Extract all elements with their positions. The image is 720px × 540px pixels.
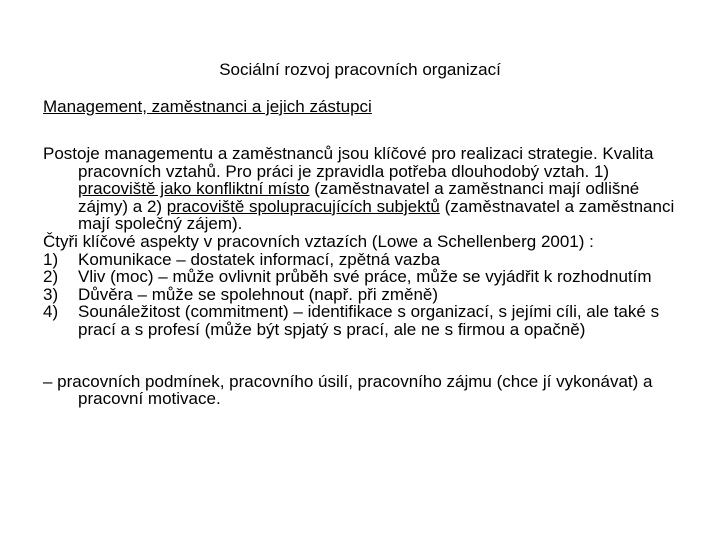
list-item-text: Vliv (moc) – může ovlivnit průběh své práce, může se vyjádřit k rozhodnutím <box>78 267 652 287</box>
slide-title: Sociální rozvoj pracovních organizací <box>219 60 501 79</box>
list-item-text: Důvěra – může se spolehnout (např. při změně) <box>78 284 439 304</box>
intro-paragraph <box>43 145 683 233</box>
intro-text-1: Postoje managementu a zaměstnanců jsou klíčové pro realizaci strategie. Kvalita pracovních vztahů. Pro práci je zpravidla potřeba dlouhodobý vztah. 1) <box>43 144 654 181</box>
workplace-cooperation-link[interactable]: pracoviště spolupracujících subjektů <box>166 196 440 216</box>
list-item-number: 2) <box>43 267 59 287</box>
workplace-conflict-link[interactable]: pracoviště jako konfliktní místo <box>78 179 310 199</box>
list-item <box>43 251 683 269</box>
list-item <box>43 303 683 338</box>
list-item-number: 3) <box>43 284 59 304</box>
intro-text-3: (zaměstnavatel a zaměstnanci mají společný zájem). <box>78 196 675 234</box>
list-item <box>43 286 683 304</box>
closing-paragraph: – pracovních podmínek, pracovního úsilí, pracovního zájmu (chce jí vykonávat) a pracovní motivace. <box>43 371 653 409</box>
list-item <box>43 268 683 286</box>
intro-text-2: (zaměstnavatel a zaměstnanci mají odlišné zájmy) a 2) <box>78 179 640 216</box>
list-item-number: 1) <box>43 249 59 269</box>
aspects-list <box>43 251 683 339</box>
list-item-text: Sounáležitost (commitment) – identifikace s organizací, s jejími cíli, ale také s prací a s profesí (může být spjatý s prací, ale ne s firmou a opačně) <box>78 302 660 339</box>
aspects-intro: Čtyři klíčové aspekty v pracovních vztazích (Lowe a Schellenberg 2001) : <box>43 231 594 251</box>
slide-subtitle: Management, zaměstnanci a jejich zástupci <box>43 97 372 116</box>
slide-body <box>43 145 683 408</box>
list-item-number: 4) <box>43 302 59 322</box>
list-item-text: Komunikace – dostatek informací, zpětná vazba <box>78 249 440 269</box>
